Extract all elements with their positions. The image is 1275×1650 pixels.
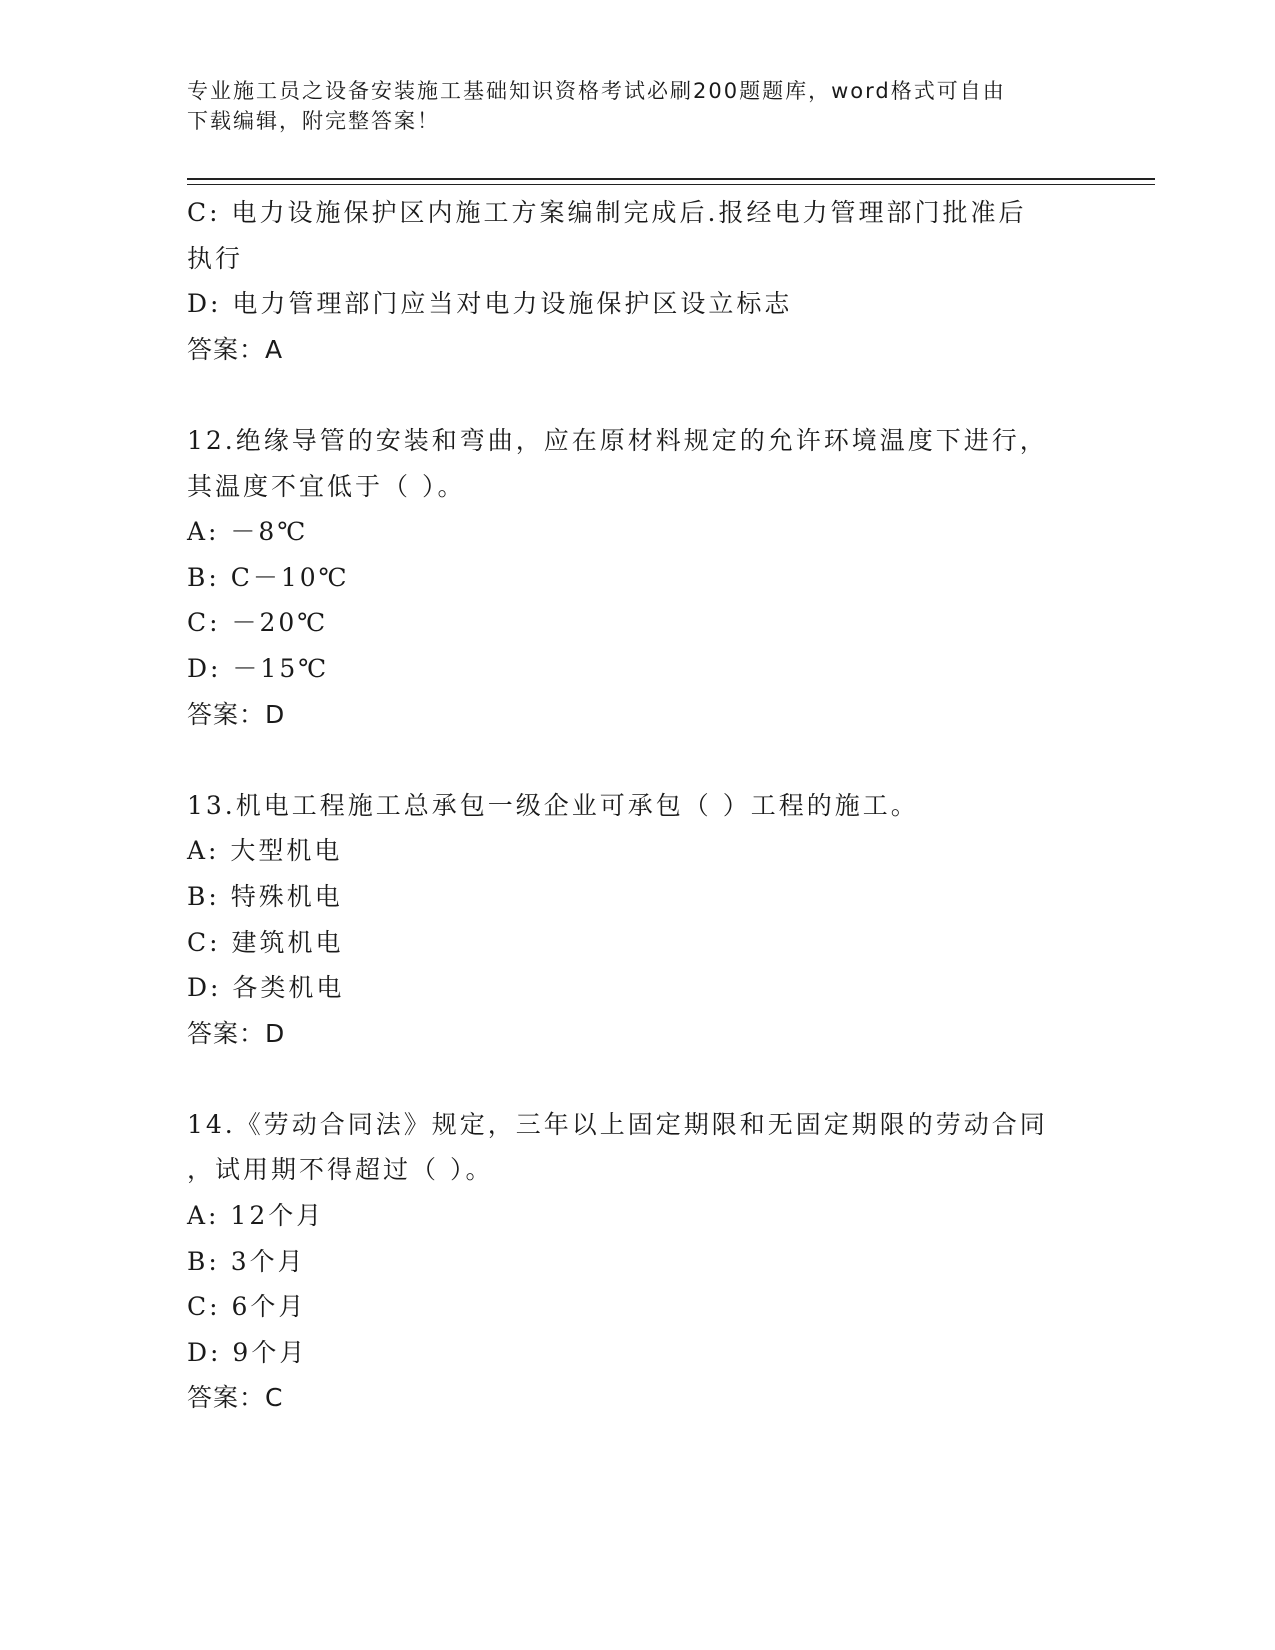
option-b: B: 3个月 [187, 1246, 306, 1276]
header-line-2: 下载编辑，附完整答案！ [187, 109, 440, 133]
question-list [187, 190, 1087, 1421]
option-a: A: －8℃ [187, 517, 309, 547]
answer: 答案：C [187, 1383, 284, 1413]
option-a: A: 大型机电 [187, 836, 343, 866]
answer: 答案：D [187, 699, 286, 729]
option-c: C: 电力设施保护区内施工方案编制完成后.报经电力管理部门批准后 [187, 198, 1027, 227]
option-d: D: 电力管理部门应当对电力设施保护区设立标志 [187, 289, 793, 319]
question-13 [187, 783, 1087, 1057]
question-stem: 14.《劳动合同法》规定，三年以上固定期限和无固定期限的劳动合同 [187, 1109, 1048, 1139]
option-b: B: C－10℃ [187, 562, 350, 592]
header-divider-thin [187, 184, 1155, 185]
option-c-continued: 执行 [187, 243, 244, 273]
question-stem: 13.机电工程施工总承包一级企业可承包（ ）工程的施工。 [187, 790, 919, 820]
answer: 答案：A [187, 334, 284, 364]
option-c: C: 6个月 [187, 1292, 307, 1322]
option-c: C: 建筑机电 [187, 927, 344, 957]
option-d: D: －15℃ [187, 653, 330, 683]
option-c: C: －20℃ [187, 608, 329, 638]
header-divider-thick [187, 178, 1155, 180]
option-d: D: 各类机电 [187, 973, 345, 1003]
option-d: D: 9个月 [187, 1337, 308, 1367]
question-11-tail [187, 190, 1087, 372]
option-b: B: 特殊机电 [187, 881, 343, 911]
option-a: A: 12个月 [187, 1201, 325, 1231]
question-14 [187, 1102, 1087, 1421]
question-stem: 12.绝缘导管的安装和弯曲，应在原材料规定的允许环境温度下进行， [187, 425, 1048, 455]
question-stem-continued: 其温度不宜低于（ ）。 [187, 471, 466, 501]
question-12 [187, 418, 1087, 737]
question-stem-continued: ，试用期不得超过（ ）。 [187, 1155, 494, 1185]
document-header [187, 76, 1067, 136]
header-line-1: 专业施工员之设备安装施工基础知识资格考试必刷200题题库，word格式可自由 [187, 79, 1006, 103]
answer: 答案：D [187, 1018, 286, 1048]
